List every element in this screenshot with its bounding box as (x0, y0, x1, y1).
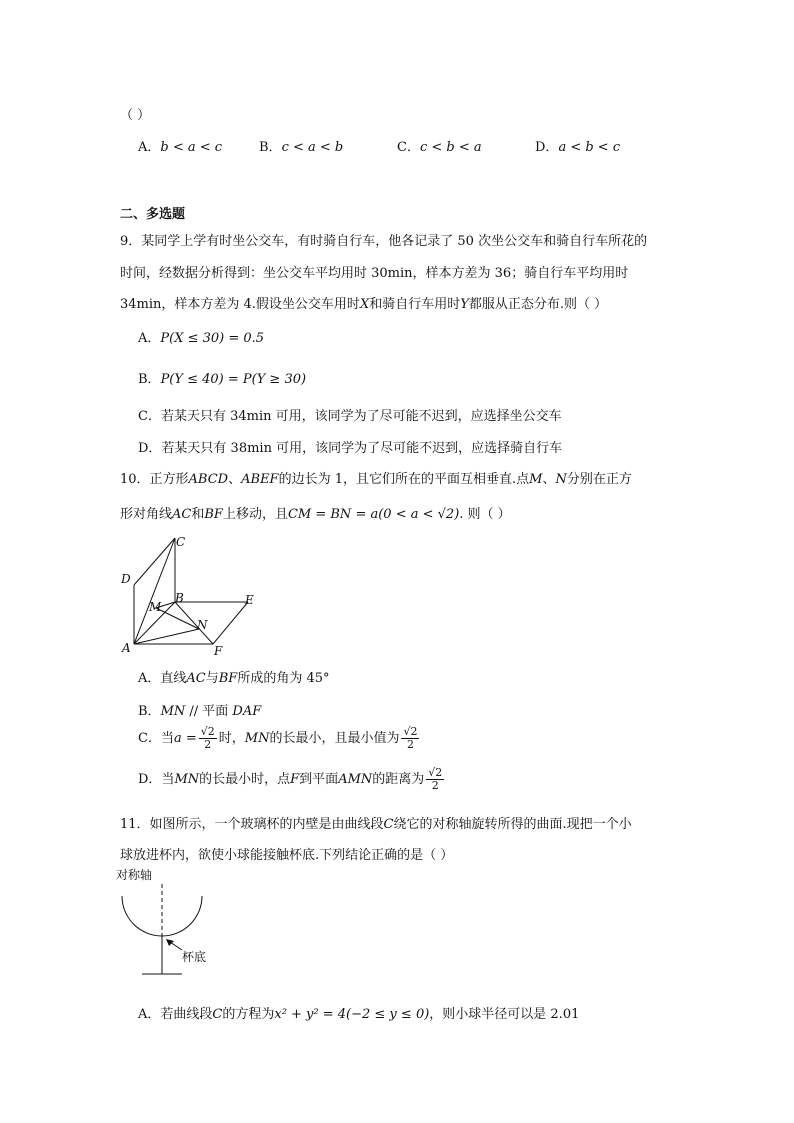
q10-line-2 (120, 503, 511, 522)
q11-var: C (383, 817, 394, 832)
q10-eq: CM = BN = a (287, 507, 379, 522)
option-letter: A． (138, 331, 161, 346)
option-letter: C． (397, 140, 420, 155)
q10-text: 时， (218, 731, 245, 746)
q10-var: MN (160, 704, 186, 719)
q10-line-1 (120, 468, 632, 487)
label-n: N (197, 618, 208, 632)
diagonal-ac (134, 538, 175, 644)
q9-option-d: D．若某天只有 38min 可用，该同学为了尽可能不迟到，应选择骑自行车 (138, 441, 563, 456)
q11-line-1 (120, 813, 632, 832)
label-m: M (149, 600, 162, 614)
option-expr: P(Y ≤ 40) = P(Y ≥ 30) (160, 372, 307, 387)
q11-cup-figure (110, 864, 220, 982)
label-b: B (175, 591, 184, 605)
option-expr: b < a < c (160, 140, 223, 155)
q11-line-2: 球放进杯内，欲使小球能接触杯底.下列结论正确的是（ ） (120, 848, 454, 863)
q10-text: 的边长为 1，且它们所在的平面互相垂直.点 (278, 472, 530, 487)
q9-text: 都服从正态分布.则（ ） (468, 297, 608, 312)
fraction (426, 767, 444, 792)
prev-option-a (138, 136, 222, 155)
q10-var: AC (172, 507, 192, 522)
q9-option-a (138, 327, 264, 346)
label-e: E (245, 593, 254, 607)
q10-var: MN (174, 772, 200, 787)
q10-text: C．当 (138, 731, 174, 746)
edge-ef (213, 602, 248, 644)
q9-line-3 (120, 293, 607, 312)
fraction-num: √2 (403, 725, 418, 738)
q10-var: AC (186, 671, 206, 686)
q10-text: 10．正方形 (120, 472, 189, 487)
q10-text: 、 (542, 472, 556, 487)
q10-text: 的距离为 (372, 772, 425, 787)
q9-line-2: 时间，经数据分析得到：坐公交车平均用时 30min，样本方差为 36；骑自行车平均用时 (120, 266, 629, 281)
axis-label: 对称轴 (116, 868, 153, 882)
q10-text: 的长最小时，点 (199, 772, 291, 787)
q10-text: 分别在正方 (566, 472, 632, 487)
prev-option-d (535, 136, 620, 155)
arrow-head (166, 939, 174, 946)
q10-var: AMN (338, 772, 373, 787)
fraction (199, 726, 217, 751)
q10-text: . 则（ ） (459, 507, 511, 522)
q10-text: // 平面 (185, 704, 233, 719)
q10-var: ABCD (188, 472, 229, 487)
q11-option-a (138, 1003, 579, 1022)
edge-dc (134, 538, 175, 585)
option-expr: c < b < a (419, 140, 482, 155)
q10-option-c (138, 726, 421, 751)
label-f: F (214, 644, 223, 658)
segment-an (134, 629, 199, 644)
q9-option-b (138, 368, 306, 387)
q10-var: BF (204, 507, 223, 522)
fraction-num: √2 (428, 766, 443, 779)
q10-var: a = (173, 731, 197, 746)
prev-option-c (397, 136, 482, 155)
q10-var: M (529, 472, 543, 487)
q10-range: (0 < a < √2) (378, 507, 460, 522)
q10-text: 的长最小，且最小值为 (269, 731, 400, 746)
q11-text: 11．如图所示，一个玻璃杯的内壁是由曲线段 (120, 817, 384, 832)
q11-text: 绕它的对称轴旋转所得的曲面.现把一个小 (393, 817, 632, 832)
option-expr: c < a < b (281, 140, 344, 155)
q10-option-b (138, 700, 261, 719)
q10-option-a (138, 667, 330, 686)
q10-text: 和 (191, 507, 205, 522)
prev-option-b (259, 136, 343, 155)
q10-text: 与 (205, 671, 219, 686)
q9-text: 34min，样本方差为 4.假设坐公交车用时 (120, 297, 360, 312)
q10-text: 、 (228, 472, 242, 487)
fraction-den: 2 (204, 738, 212, 751)
label-d: D (121, 572, 131, 586)
segment-mn (156, 608, 199, 629)
fraction-den: 2 (431, 779, 439, 792)
q10-cube-figure (115, 530, 265, 658)
q10-var: ABEF (241, 472, 279, 487)
label-a: A (122, 641, 131, 655)
q10-var: F (290, 772, 300, 787)
pointer-arrow-line (170, 942, 182, 950)
option-letter: B． (259, 140, 282, 155)
q10-text: D．当 (138, 772, 175, 787)
q10-text: 上移动，且 (222, 507, 288, 522)
option-letter: D． (535, 140, 559, 155)
q10-text: 形对角线 (120, 507, 173, 522)
q10-var: N (555, 472, 567, 487)
q10-var: BF (218, 671, 238, 686)
section-title: 二、多选题 (120, 207, 186, 222)
q11-text: A．若曲线段 (138, 1007, 213, 1022)
label-c: C (176, 535, 186, 549)
q9-option-c: C．若某天只有 34min 可用，该同学为了尽可能不迟到，应选择坐公交车 (138, 409, 562, 424)
q9-var-y: Y (460, 297, 469, 312)
option-letter: A． (138, 140, 161, 155)
option-letter: B． (138, 372, 161, 387)
q10-text: 所成的角为 45° (237, 671, 330, 686)
fraction-num: √2 (200, 725, 215, 738)
q11-var: C (212, 1007, 223, 1022)
option-expr: a < b < c (558, 140, 621, 155)
q10-option-d (138, 767, 446, 792)
q9-text: 和骑自行车用时 (369, 297, 461, 312)
q10-text: B． (138, 704, 161, 719)
fraction-den: 2 (406, 738, 414, 751)
q9-var-x: X (359, 297, 370, 312)
q10-var: MN (244, 731, 270, 746)
q9-line-1: 9．某同学上学有时坐公交车，有时骑自行车，他各记录了 50 次坐公交车和骑自行车所花的 (120, 234, 648, 249)
q11-text: ，则小球半径可以是 2.01 (429, 1007, 580, 1022)
fraction (401, 726, 419, 751)
option-expr: P(X ≤ 30) = 0.5 (160, 331, 265, 346)
bottom-label: 杯底 (182, 950, 207, 964)
prev-question-paren: （ ） (120, 108, 151, 123)
q11-eq: x² + y² = 4(−2 ≤ y ≤ 0) (274, 1007, 430, 1022)
q10-var: DAF (232, 704, 262, 719)
q10-text: 到平面 (299, 772, 339, 787)
q11-text: 的方程为 (222, 1007, 275, 1022)
q10-text: A．直线 (138, 671, 187, 686)
